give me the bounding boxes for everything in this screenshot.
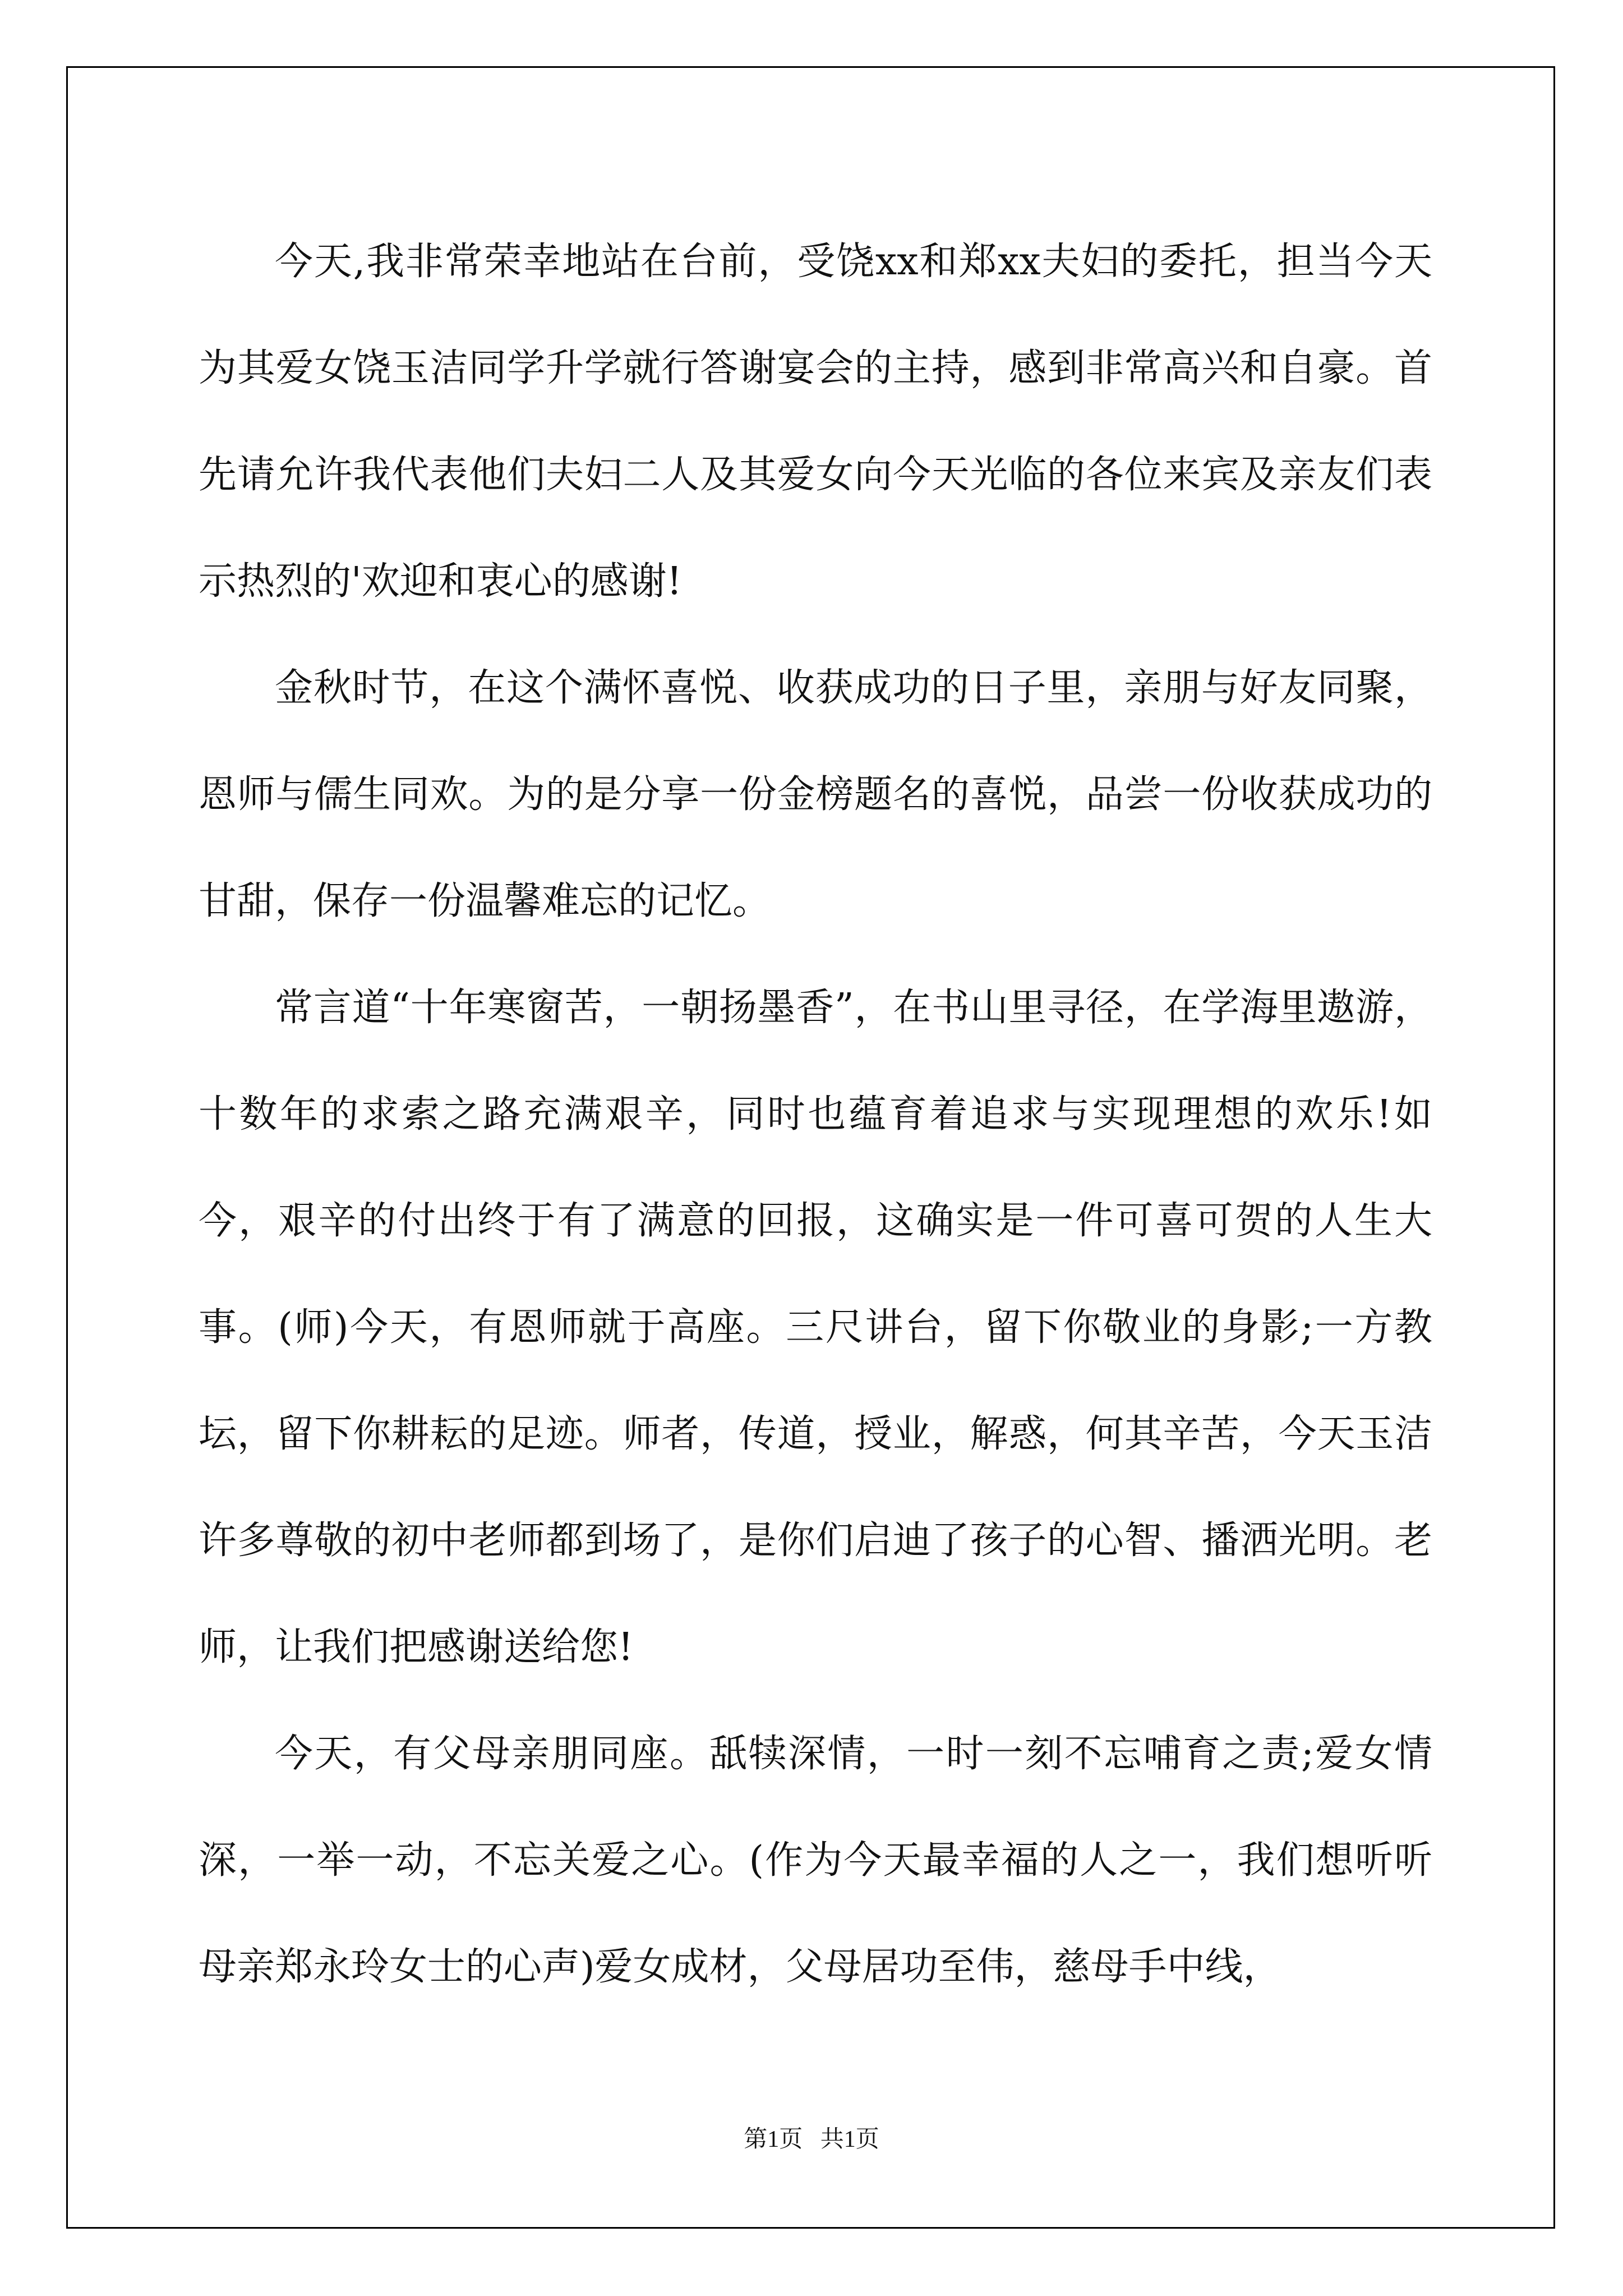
paragraph-3: 常言道“十年寒窗苦，一朝扬墨香”，在书山里寻径，在学海里遨游，十数年的求索之路充满艰辛，同时也蕴育着追求与实现理想的欢乐!如今，艰辛的付出终于有了满意的回报，这确实是一件可喜可贺的人生大事。(师)今天，有恩师就于高座。三尺讲台，留下你敬业的身影;一方教坛，留下你耕耘的足迹。师者，传道，授业，解惑，何其辛苦，今天玉洁许多尊敬的初中老师都到场了，是你们启迪了孩子的心智、播洒光明。老师，让我们把感谢送给您! (199, 986, 1432, 1669)
page-footer (0, 2120, 1623, 2154)
paragraph-1: 今天,我非常荣幸地站在台前，受饶xx和郑xx夫妇的委托，担当今天为其爱女饶玉洁同学升学就行答谢宴会的主持，感到非常高兴和自豪。首先请允许我代表他们夫妇二人及其爱女向今天光临的各位来宾及亲友们表示热烈的'欢迎和衷心的感谢! (199, 240, 1433, 604)
paragraph-4: 今天，有父母亲朋同座。舐犊深情，一时一刻不忘哺育之责;爱女情深，一举一动，不忘关爱之心。(作为今天最幸福的人之一，我们想听听母亲郑永玲女士的心声)爱女成材，父母居功至伟，慈母手中线， (199, 1732, 1432, 1989)
footer-gap (803, 2127, 820, 2152)
document-body (199, 209, 1432, 2021)
page-number: 第1页 (744, 2127, 803, 2152)
page-total: 共1页 (820, 2127, 879, 2152)
paragraph-2: 金秋时节，在这个满怀喜悦、收获成功的日子里，亲朋与好友同聚，恩师与儒生同欢。为的是分享一份金榜题名的喜悦，品尝一份收获成功的甘甜，保存一份温馨难忘的记忆。 (199, 666, 1432, 923)
